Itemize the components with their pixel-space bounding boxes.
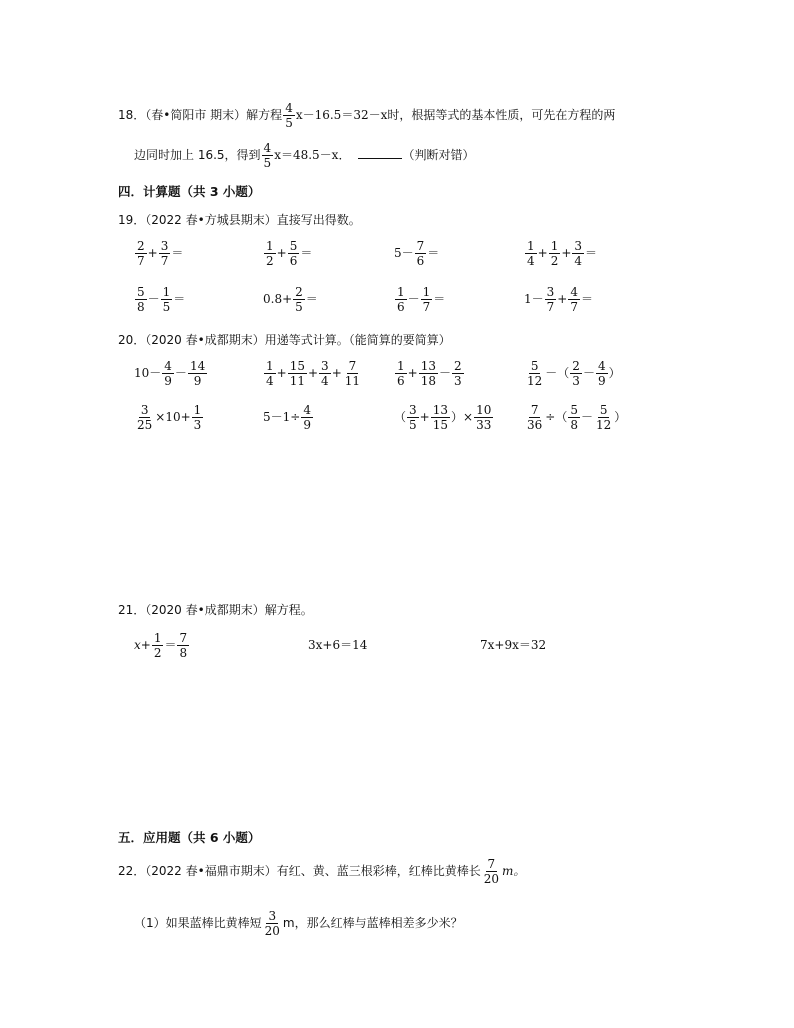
q20-expression: 5－1÷ $\frac{4}{9}$: [263, 403, 311, 432]
q18-line2-text: 边同时加上 16.5，得到: [134, 148, 261, 162]
q22-sub1-question: m，那么红棒与蓝棒相差多少米？: [282, 916, 463, 930]
section-title: 四．计算题（共 3 小题）: [118, 184, 261, 199]
q19-item: $\frac{1}{4}$ + $\frac{1}{2}$ + $\frac{3}{4}$ ＝: [527, 239, 598, 268]
answer-blank[interactable]: [358, 145, 402, 159]
q19-item: $\frac{1}{2}$ + $\frac{5}{6}$ ＝: [266, 239, 313, 268]
q19-item: 0.8+ $\frac{2}{5}$ ＝: [263, 285, 318, 314]
q19-item: $\frac{5}{8}$ － $\frac{1}{5}$ ＝: [137, 285, 186, 314]
q18-number: 18．: [118, 108, 146, 122]
q21-equation: 7x+9x＝32: [480, 638, 547, 652]
question-22-sub1: [134, 910, 463, 937]
q20-expression: $\frac{7}{36}$ ÷（ $\frac{5}{8}$ － $\frac{5}{12}$ ）: [527, 403, 627, 432]
q20-expression: $\frac{1}{4}$ + $\frac{15}{11}$ + $\frac{3}{4}$ + $\frac{7}{11}$: [266, 359, 361, 388]
question-19-head: 19．（2022 春•方城县期末）直接写出得数。: [118, 213, 361, 227]
q19-item: 5－ $\frac{7}{6}$ ＝: [394, 239, 440, 268]
fraction: $\frac{3}{20}$: [264, 909, 280, 938]
q19-item: 1－ $\frac{3}{7}$ + $\frac{4}{7}$ ＝: [524, 285, 593, 314]
question-20-head: 20．（2020 春•成都期末）用递等式计算。（能简算的要简算）: [118, 333, 451, 347]
fraction: $\frac{4}{5}$: [285, 101, 293, 130]
question-21-head: 21．（2020 春•成都期末）解方程。: [118, 603, 313, 617]
q22-sub1-text: （1）如果蓝棒比黄棒短: [134, 916, 262, 930]
q21-equation: x+ $\frac{1}{2}$ ＝ $\frac{7}{8}$: [134, 631, 188, 660]
q20-expression: 10－ $\frac{4}{9}$ － $\frac{14}{9}$: [134, 359, 206, 388]
question-18-line2: [134, 142, 474, 169]
q21-equation: 3x+6＝14: [308, 638, 368, 652]
q20-expression: （ $\frac{3}{5}$ + $\frac{13}{15}$ ）× $\frac{10}{33}$: [394, 403, 492, 432]
q20-expression: $\frac{3}{25}$ ×10+ $\frac{1}{3}$: [137, 403, 202, 432]
q20-expression: $\frac{5}{12}$ －（ $\frac{2}{3}$ － $\frac{4}{9}$ ）: [527, 359, 621, 388]
q18-source: （春•简阳市 期末）解方程: [145, 108, 283, 122]
question-18-line1: [118, 102, 615, 129]
q18-line2-equation: x＝48.5－x．: [274, 148, 351, 162]
fraction: $\frac{4}{5}$: [263, 141, 272, 170]
q19-item: $\frac{2}{7}$ + $\frac{3}{7}$ ＝: [137, 239, 184, 268]
question-22-head: [118, 858, 525, 885]
q18-equation: x－16.5＝32－x: [295, 108, 388, 122]
q22-text: 22．（2022 春•福鼎市期末）有红、黄、蓝三根彩棒，红棒比黄棒长: [118, 864, 481, 878]
q22-unit: m。: [502, 864, 526, 878]
section-title: 五．应用题（共 6 小题）: [118, 830, 261, 845]
q20-expression: $\frac{1}{6}$ + $\frac{13}{18}$ － $\frac{2}{3}$: [397, 359, 462, 388]
q18-text: 时，根据等式的基本性质，可先在方程的两: [387, 108, 616, 122]
q18-judge-hint: （判断对错）: [402, 148, 475, 162]
q19-item: $\frac{1}{6}$ － $\frac{1}{7}$ ＝: [397, 285, 446, 314]
fraction: $\frac{7}{20}$: [483, 857, 499, 886]
